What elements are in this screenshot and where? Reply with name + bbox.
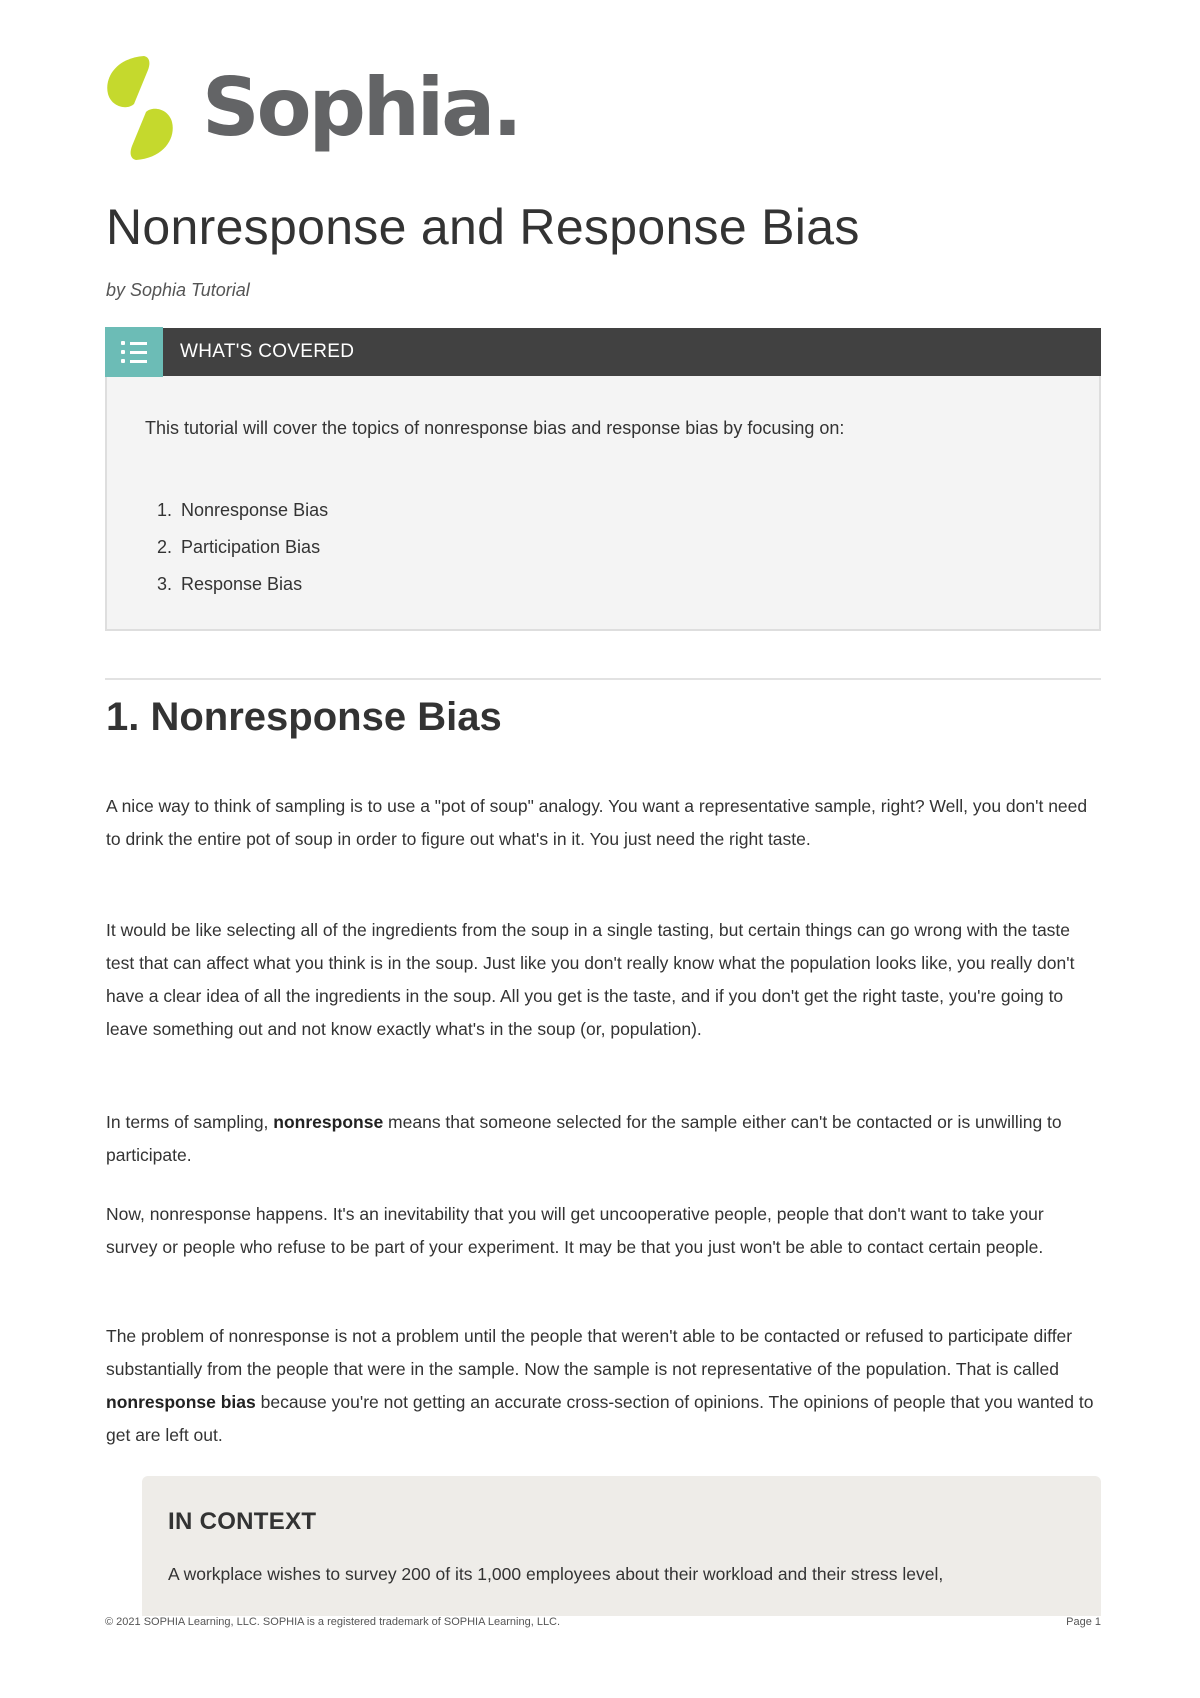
- byline: by Sophia Tutorial: [106, 280, 250, 300]
- sophia-logo-mark-icon: [104, 56, 176, 160]
- in-context-box: [142, 1476, 1101, 1616]
- term-nonresponse: nonresponse: [273, 1112, 384, 1132]
- paragraph-4: Now, nonresponse happens. It's an inevitability that you will get uncooperative people, people that don't want to take your survey or people who refuse to be part of your experiment. It may be that you just won't be able to contact certain people.: [106, 1204, 1044, 1257]
- list-item: 3. Response Bias: [157, 574, 303, 594]
- in-context-text: A workplace wishes to survey 200 of its 1,000 employees about their workload and their stress level,: [168, 1564, 944, 1584]
- whats-covered-intro: This tutorial will cover the topics of nonresponse bias and response bias by focusing on:: [145, 418, 845, 438]
- section-divider: [105, 678, 1101, 680]
- paragraph-5: The problem of nonresponse is not a problem until the people that weren't able to be contacted or refused to participate differ substantially from the people that were in the sample. Now the sample is not representative of the population. That is called nonresponse bias because you're not getting an accurate cross-section of opinions. The opinions of people that you wanted to get are left out.: [106, 1326, 1094, 1445]
- paragraph-2: It would be like selecting all of the ingredients from the soup in a single tasting, but certain things can go wrong with the taste test that can affect what you think is in the soup. Just like you don't really know what the population looks like, you really don't have a clear idea of all the ingredients in the soup. All you get is the taste, and if you don't get the right taste, you're going to leave something out and not know exactly what's in the soup (or, population).: [106, 920, 1075, 1039]
- footer-copyright: © 2021 SOPHIA Learning, LLC. SOPHIA is a registered trademark of SOPHIA Learning, LLC.: [105, 1616, 561, 1628]
- term-nonresponse-bias: nonresponse bias: [106, 1392, 256, 1412]
- sophia-logo: [104, 56, 520, 160]
- sophia-logo-text: Sophia.: [202, 61, 520, 154]
- page-footer: [105, 1616, 1101, 1698]
- paragraph-3: In terms of sampling, nonresponse means that someone selected for the sample either can't be contacted or is unwilling to participate.: [106, 1112, 1062, 1165]
- in-context-title: IN CONTEXT: [168, 1508, 317, 1535]
- whats-covered-box: [105, 328, 1101, 631]
- footer-page-number: Page 1: [1066, 1616, 1101, 1628]
- list-item: 1. Nonresponse Bias: [157, 500, 329, 520]
- whats-covered-list: [157, 492, 328, 603]
- page-title: Nonresponse and Response Bias: [106, 199, 860, 255]
- section-title: 1. Nonresponse Bias: [106, 695, 502, 739]
- list-icon: [105, 327, 163, 377]
- whats-covered-header: [105, 328, 1101, 376]
- list-item: 2. Participation Bias: [157, 537, 321, 557]
- paragraph-1: A nice way to think of sampling is to use a "pot of soup" analogy. You want a representative sample, right? Well, you don't need to drink the entire pot of soup in order to figure out what's in it. You just need the right taste.: [106, 796, 1088, 849]
- whats-covered-label: WHAT'S COVERED: [180, 341, 355, 362]
